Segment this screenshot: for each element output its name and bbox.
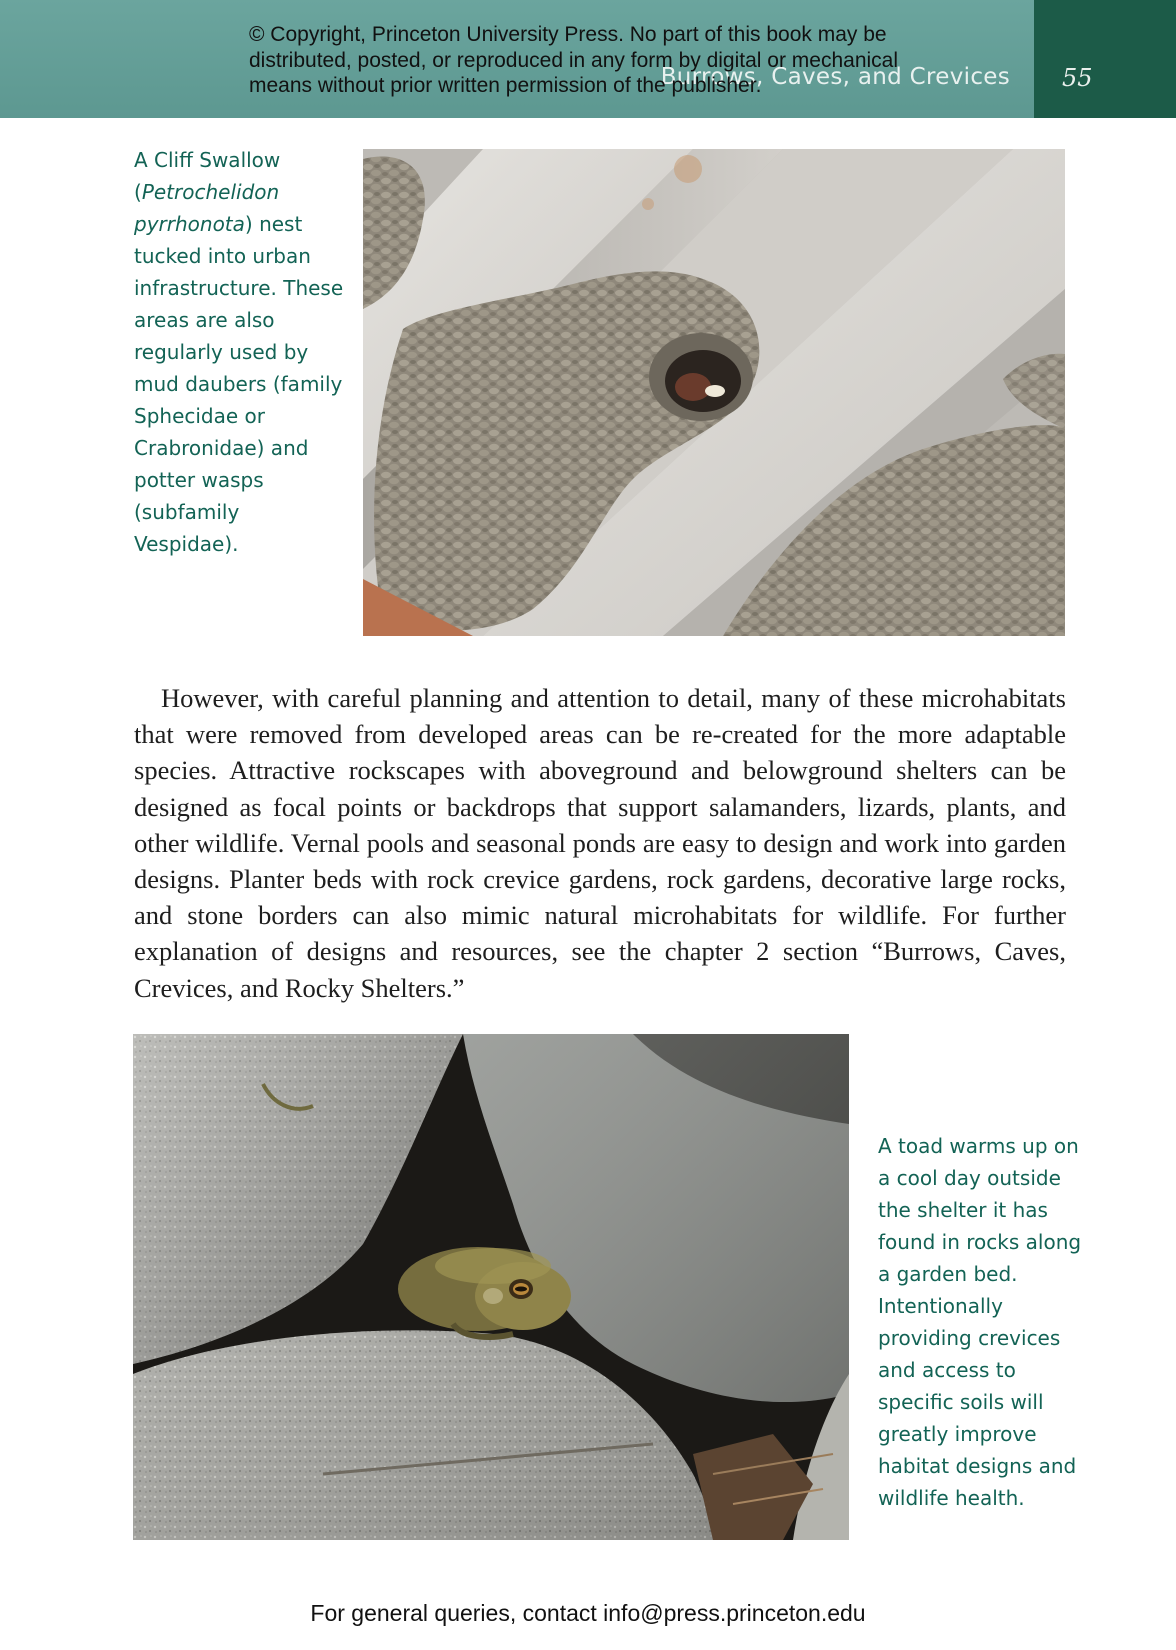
figure-2-caption: A toad warms up on a cool day outside the shelter it has found in rocks along a garden bed. Intentionally providing crevices and access to specific soils will greatly improve habitat designs and wildlife health.: [878, 1134, 1082, 1510]
body-paragraph: However, with careful planning and attention to detail, many of these microhabitats that were removed from developed areas can be re-created for the more adaptable species. Attractive rockscapes with aboveground and belowground shelters can be designed as focal points or backdrops that support salamanders, lizards, plants, and other wildlife. Vernal pools and seasonal ponds are easy to design and work into garden designs. Planter beds with rock crevice gardens, rock gardens, decorative large rocks, and stone borders can also mimic natural microhabitats for wildlife. For further explanation of designs and resources, see the chapter 2 section “Burrows, Caves, Crevices, and Rocky Shelters.”: [134, 683, 1066, 1003]
figure-1-caption: [134, 144, 344, 560]
caption-lead-text: A Cliff Swallow (: [134, 148, 281, 204]
header-band: [0, 0, 1176, 118]
footer-contact: For general queries, contact info@press.princeton.edu: [310, 1600, 866, 1626]
cliff-swallow-nest-photo: [363, 149, 1065, 636]
copyright-notice: © Copyright, Princeton University Press. No part of this book may be distributed, posted, or reproduced in any form by digital or mechanical means without prior written permission of the publisher.: [249, 23, 899, 97]
swallow-nest-illustration: [363, 149, 1065, 636]
running-head: Burrows, Caves, and Crevices: [660, 64, 1010, 90]
toad-in-rocks-photo: [133, 1034, 849, 1540]
toad-rocks-illustration: [133, 1034, 849, 1540]
page-number-tab: [1034, 0, 1176, 118]
page-number: 55: [1062, 64, 1093, 92]
species-name: Petrochelidon pyrrhonota: [134, 180, 280, 236]
caption-rest-text: ) nest tucked into urban infrastructure. These areas are also regularly used by mud daubers (family Sphecidae or Crabronidae) and potter wasps (subfamily Vespidae).: [134, 212, 344, 556]
